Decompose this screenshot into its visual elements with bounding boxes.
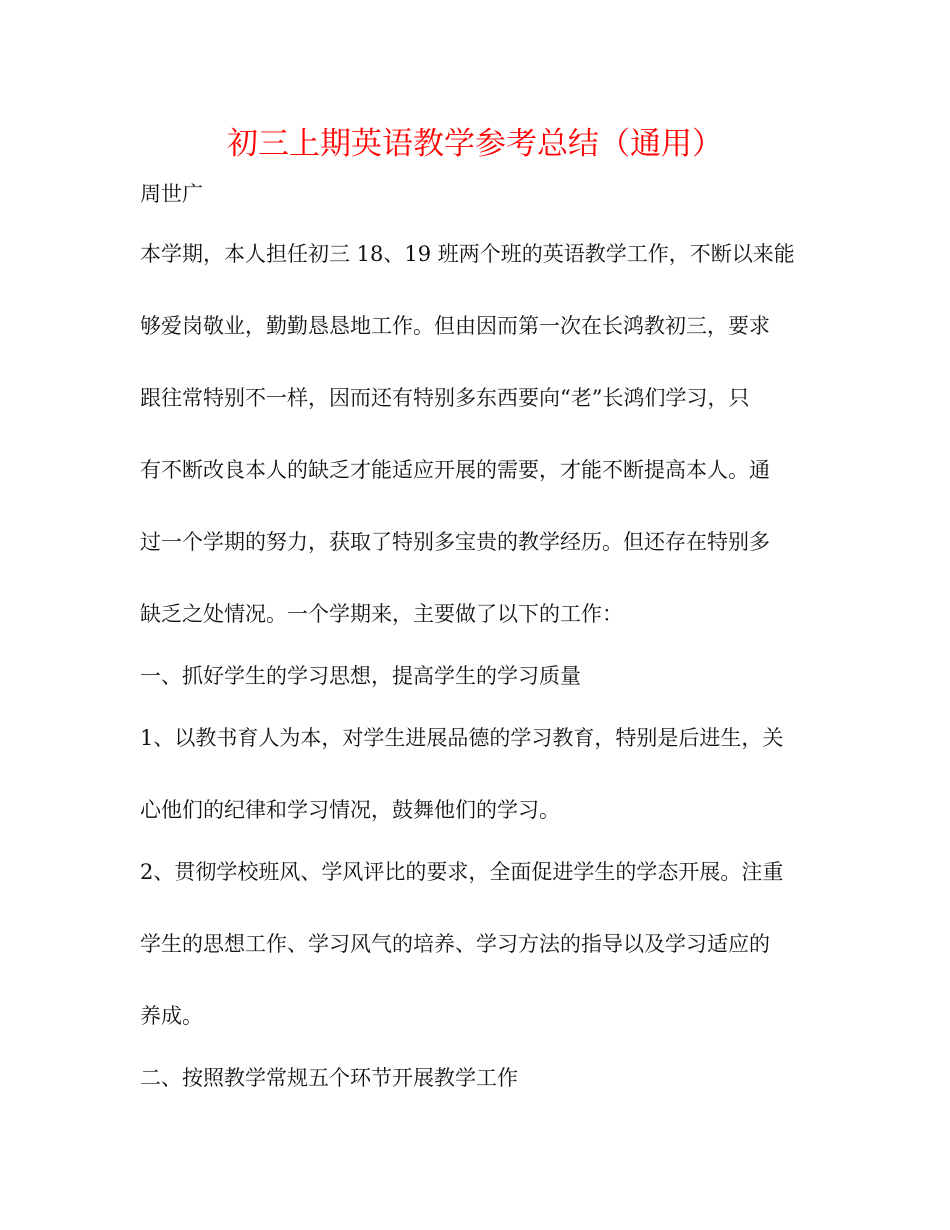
body-line-11: 学生的思想工作、学习风气的培养、学习方法的指导以及学习适应的 (140, 932, 770, 956)
section-heading-1: 一、抓好学生的学习思想，提高学生的学习质量 (140, 664, 581, 688)
body-line-4: 有不断改良本人的缺乏才能适应开展的需要，才能不断提高本人。通 (140, 458, 770, 482)
document-title: 初三上期英语教学参考总结（通用） (227, 126, 723, 162)
body-line-8: 1、以教书育人为本，对学生进展品德的学习教育，特别是后进生，关 (140, 726, 784, 750)
body-line-10: 2、贯彻学校班风、学风评比的要求，全面促进学生的学态开展。注重 (140, 860, 784, 884)
body-line-6: 缺乏之处情况。一个学期来，主要做了以下的工作： (140, 602, 623, 626)
body-line-2: 够爱岗敬业，勤勤恳恳地工作。但由因而第一次在长鸿教初三，要求 (140, 314, 770, 338)
author-name: 周世广 (140, 182, 203, 206)
body-line-5: 过一个学期的努力，获取了特别多宝贵的教学经历。但还存在特别多 (140, 530, 770, 554)
body-line-1: 本学期，本人担任初三 18、19 班两个班的英语教学工作，不断以来能 (140, 242, 795, 266)
body-line-3: 跟往常特别不一样，因而还有特别多东西要向“老”长鸿们学习，只 (140, 386, 750, 410)
body-line-12: 养成。 (140, 1004, 203, 1028)
section-heading-2: 二、按照教学常规五个环节开展教学工作 (140, 1066, 518, 1090)
body-line-9: 心他们的纪律和学习情况，鼓舞他们的学习。 (140, 798, 560, 822)
